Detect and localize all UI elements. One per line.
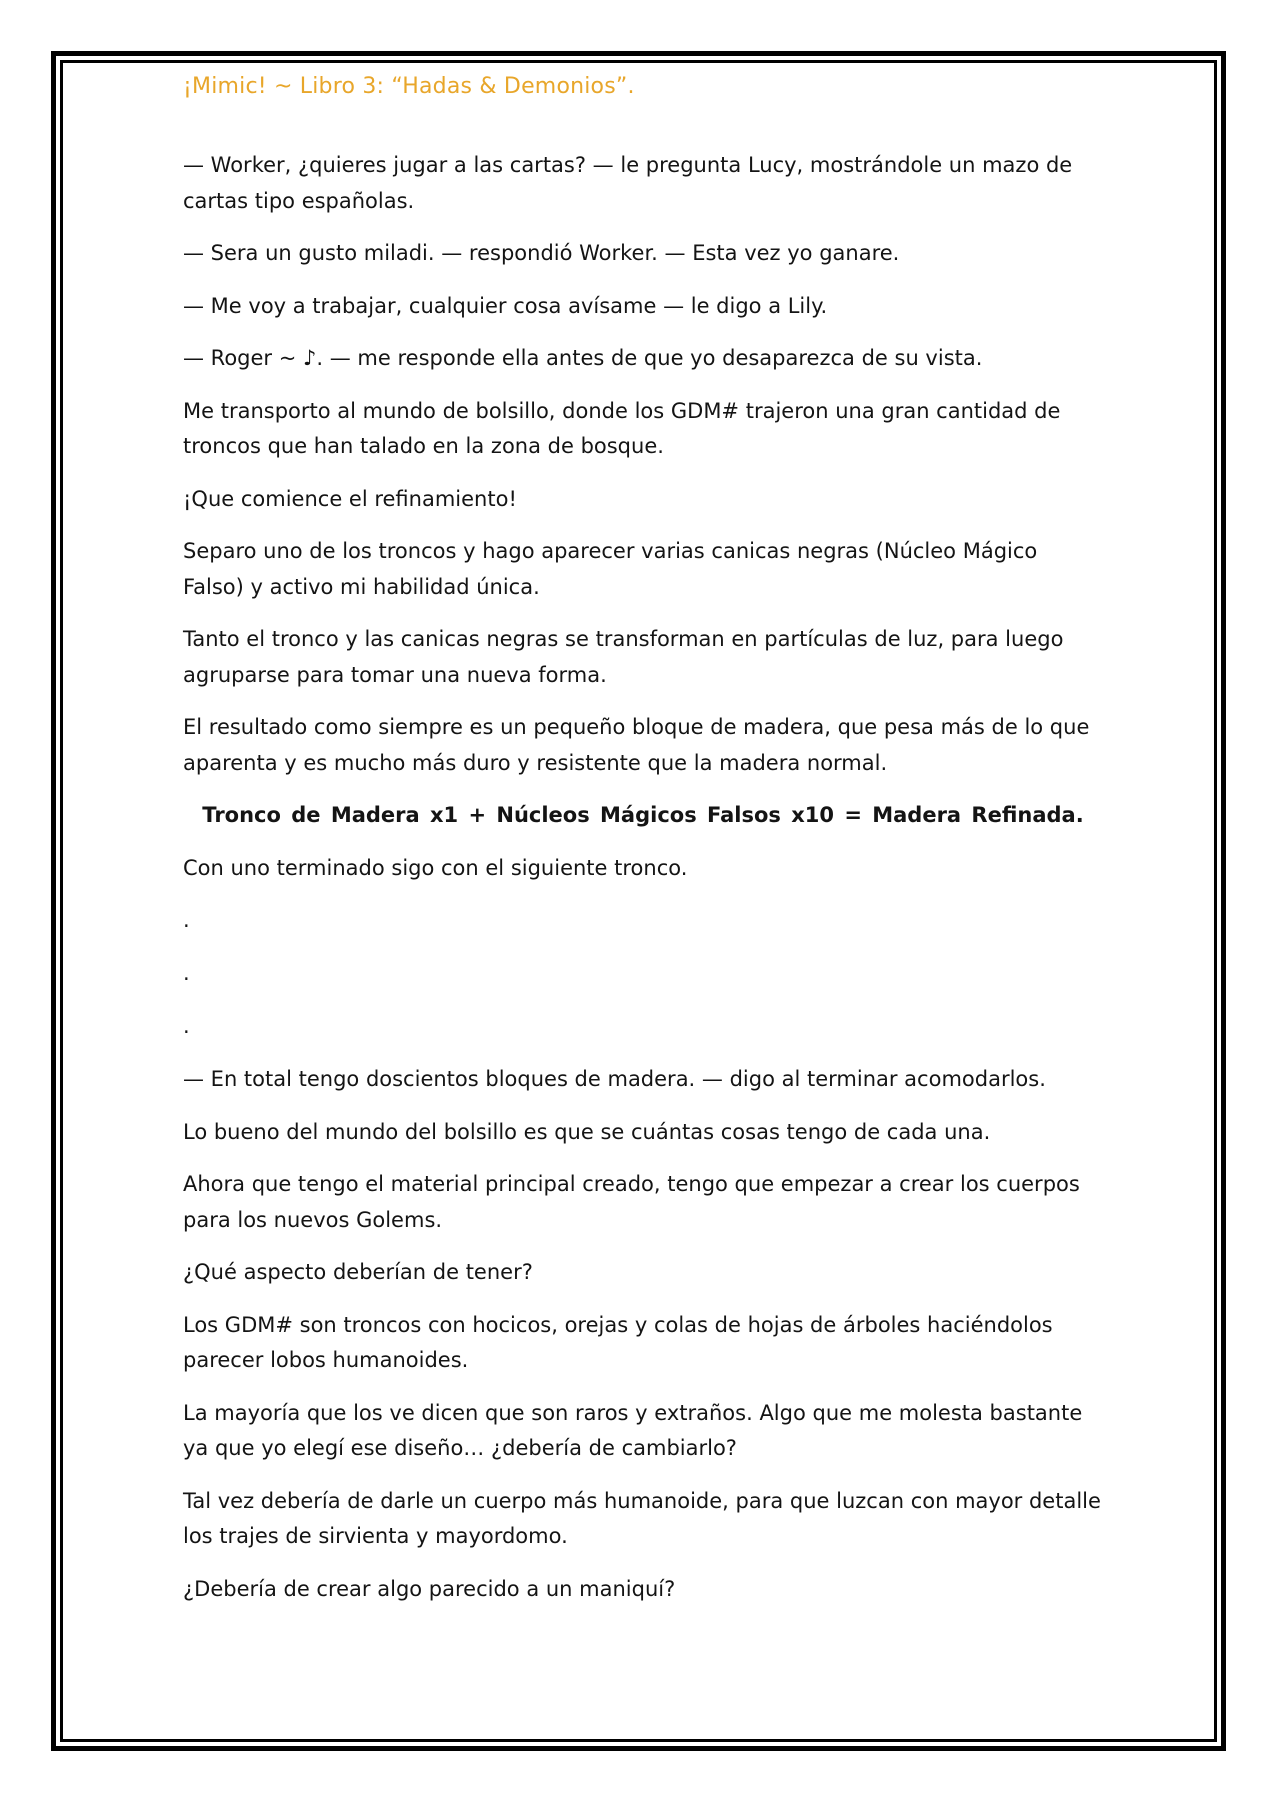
paragraph: Me transporto al mundo de bolsillo, donde los GDM# trajeron una gran cantidad de troncos que han talado en la zona de bosque. <box>183 398 1061 458</box>
paragraph: — Roger ~ ♪. — me responde ella antes de que yo desaparezca de su vista. <box>183 346 983 370</box>
paragraph: — En total tengo doscientos bloques de madera. — digo al terminar acomodarlos. <box>183 1067 1046 1091</box>
paragraph: Tanto el tronco y las canicas negras se transforman en partículas de luz, para luego agruparse para tomar una nueva forma. <box>183 627 1064 687</box>
paragraph: — Sera un gusto miladi. — respondió Worker. — Esta vez yo ganare. <box>183 241 900 265</box>
paragraph: Ahora que tengo el material principal creado, tengo que empezar a crear los cuerpos para los nuevos Golems. <box>183 1172 1080 1232</box>
scene-break-dot: . <box>183 1014 190 1038</box>
page-header-title: ¡Mimic! ~ Libro 3: “Hadas & Demonios”. <box>183 74 635 99</box>
paragraph: El resultado como siempre es un pequeño bloque de madera, que pesa más de lo que aparenta y es mucho más duro y resistente que la madera normal. <box>183 715 1090 775</box>
paragraph: Lo bueno del mundo del bolsillo es que se cuántas cosas tengo de cada una. <box>183 1119 991 1144</box>
paragraph: Separo uno de los troncos y hago aparecer varias canicas negras (Núcleo Mágico Falso) y activo mi habilidad única. <box>183 539 1038 599</box>
paragraph: ¡Que comience el refinamiento! <box>183 486 517 511</box>
paragraph: Los GDM# son troncos con hocicos, orejas y colas de hojas de árboles haciéndolos parecer lobos humanoides. <box>183 1312 1053 1372</box>
paragraph: Tal vez debería de darle un cuerpo más humanoide, para que luzcan con mayor detalle los trajes de sirvienta y mayordomo. <box>183 1488 1101 1548</box>
page-body <box>183 148 1103 1624</box>
paragraph: ¿Qué aspecto deberían de tener? <box>183 1260 533 1284</box>
paragraph: Con uno terminado sigo con el siguiente tronco. <box>183 855 688 880</box>
paragraph: ¿Debería de crear algo parecido a un maniquí? <box>183 1576 676 1601</box>
scene-break-dot: . <box>183 908 190 932</box>
scene-break-dot: . <box>183 961 190 985</box>
crafting-formula: Tronco de Madera x1 + Núcleos Mágicos Falsos x10 = Madera Refinada. <box>202 803 1084 827</box>
paragraph: La mayoría que los ve dicen que son raros y extraños. Algo que me molesta bastante ya que yo elegí ese diseño… ¿debería de cambiarlo? <box>183 1400 1083 1460</box>
paragraph: — Worker, ¿quieres jugar a las cartas? — le pregunta Lucy, mostrándole un mazo de cartas tipo españolas. <box>183 153 1073 213</box>
paragraph: — Me voy a trabajar, cualquier cosa avísame — le digo a Lily. <box>183 293 828 318</box>
